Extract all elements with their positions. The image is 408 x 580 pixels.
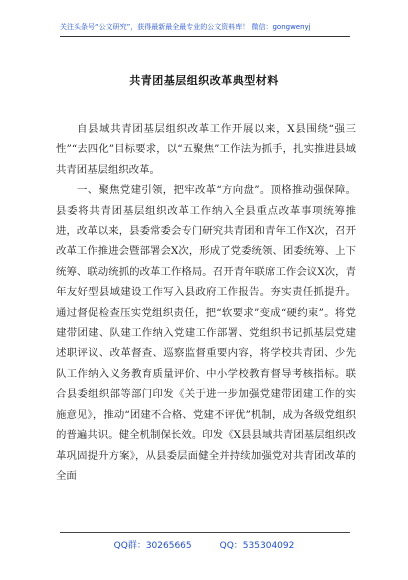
- document-title: 共青团基层组织改革典型材料: [129, 74, 279, 87]
- footer-contact: [0, 538, 408, 551]
- paragraph-section-one: 一、聚焦党建引领，把牢改革“方向盘”。顶格推动强保障。县委将共青团基层组织改革工作纳入全县重点改革事项统筹推进，改革以来，县委常委会专门研究共青团和青年工作X次，召开改革工作推进会暨部署会X次，形成了党委统领、团委统筹、上下统筹、联动统抓的改革工作格局。召开青年联席工作会议X次，青年友好型县域建设工作写入县政府工作报告。夯实责任抓提升。通过督促检查压实党组织责任，把“软要求”变成“硬约束”。将党建带团建、队建工作纳入党建工作部署、党组织书记抓基层党建述职评议、改革督查、巡察监督重要内容，将学校共青团、少先队工作纳入义务教育质量评价、中小学校教育督导考核指标。联合县委组织部等部门印发《关于进一步加强党建带团建工作的实施意见》，推动“团建不合格、党建不评优”机制，成为各级党组织的普遍共识。健全机制保长效。印发《X县县域共青团基层组织改革巩固提升方案》，从县委层面健全并持续加强党对共青团改革的全面: [56, 184, 356, 482]
- header-divider: [60, 36, 350, 37]
- paragraph-intro: 自县域共青团基层组织改革工作开展以来，X县围绕“强三性”“去四化”目标要求，以“五聚焦”工作法为抓手，扎实推进县域共青团基层组织改革。: [56, 123, 356, 176]
- footer-divider: [60, 532, 350, 533]
- header-banner: 关注头条号“公文研究”，获得最新最全最专业的公文资料库！ 微信：gongwenyj: [60, 23, 311, 31]
- document-body: [56, 119, 356, 486]
- footer-qq-number: QQ：535304092: [219, 541, 295, 551]
- footer-qq-group: QQ群：30265665: [113, 541, 192, 551]
